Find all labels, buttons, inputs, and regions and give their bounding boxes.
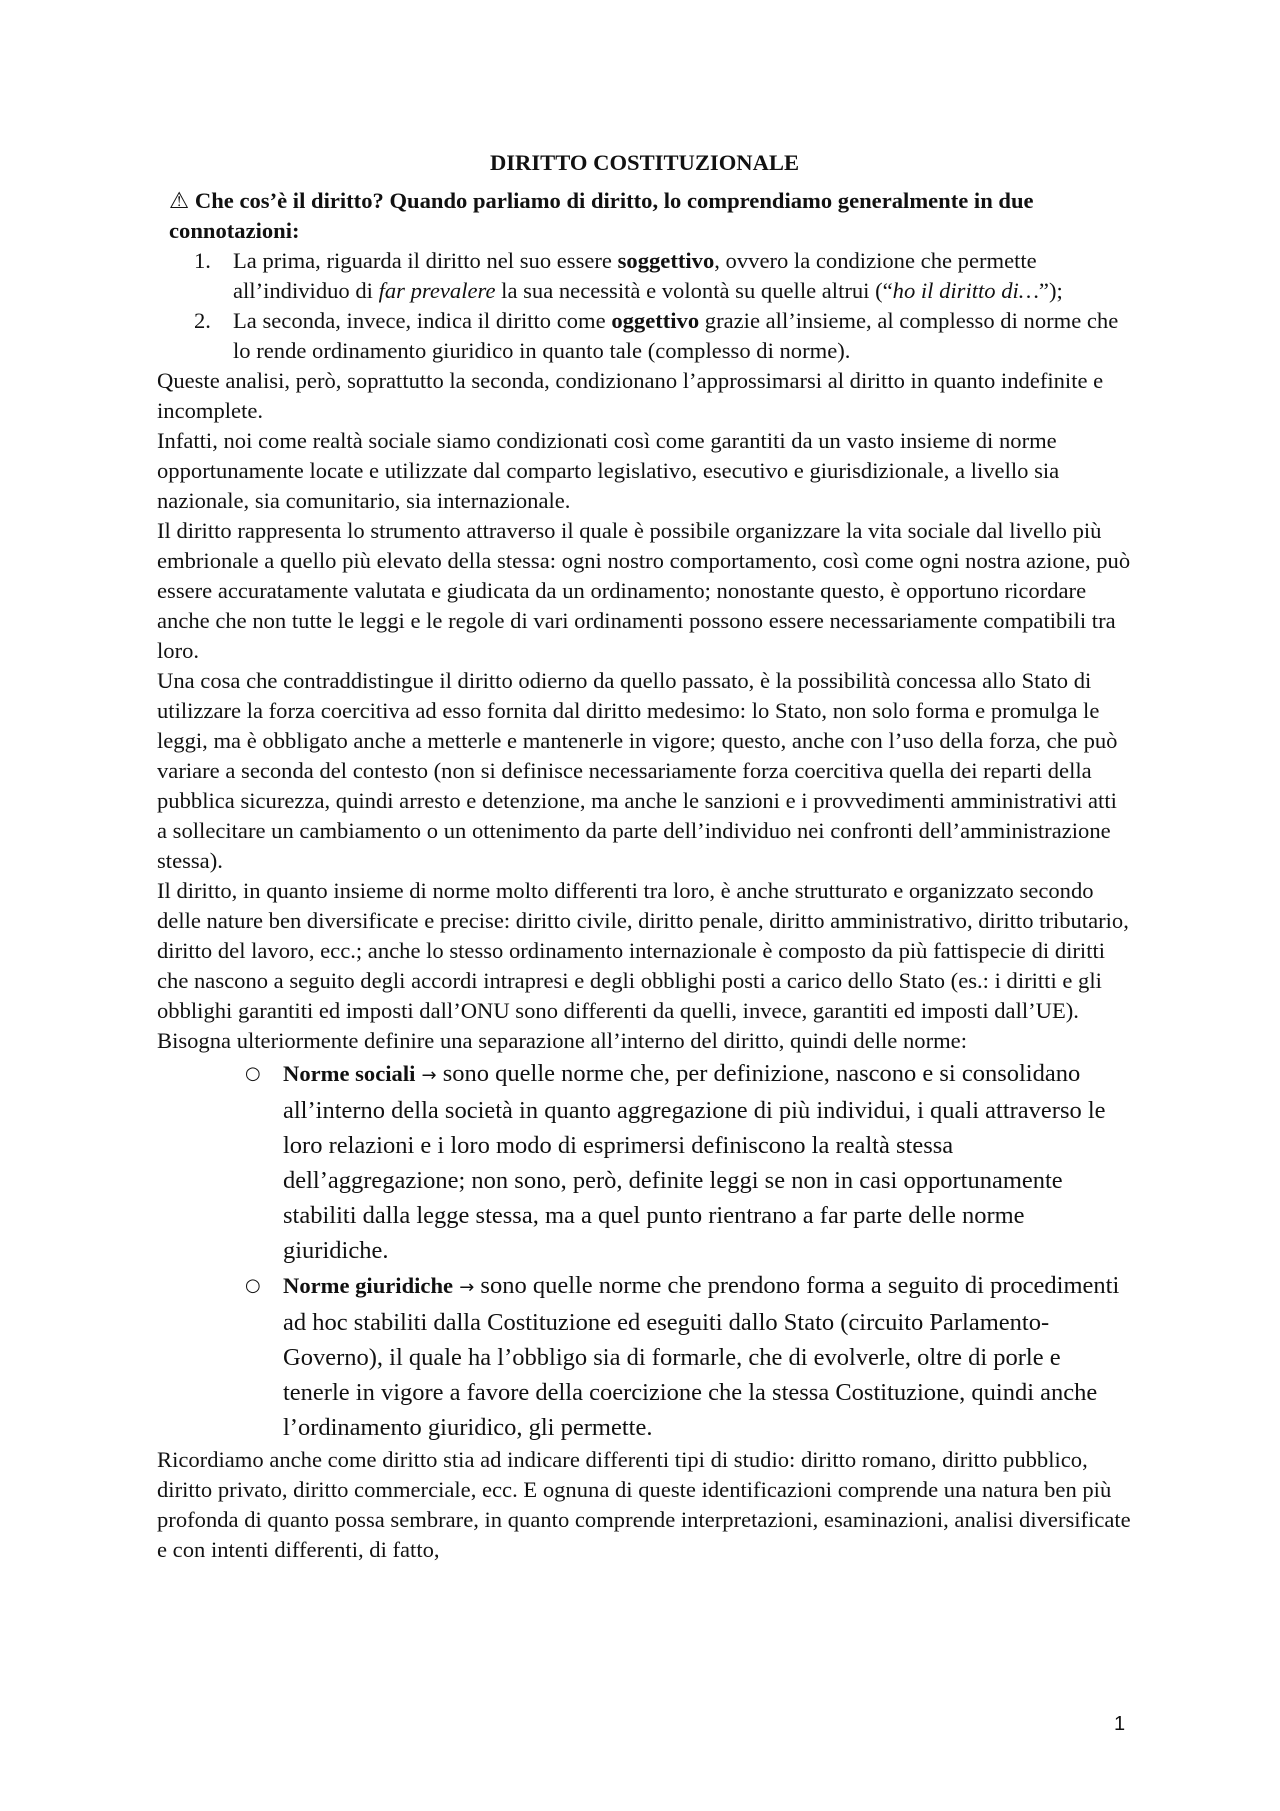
item-italic: ho il diritto di… [892,278,1039,303]
item-text: La seconda, invece, indica il diritto come [233,308,612,333]
bullet-item [157,1268,1132,1445]
question-heading [169,186,1132,246]
bullet-item [157,1056,1132,1268]
page-content [157,148,1132,1565]
paragraph: Ricordiamo anche come diritto stia ad indicare differenti tipi di studio: diritto romano, diritto pubblico, diritto privato, diritto commerciale, ecc. E ognuna di queste identificazioni comprende una natura ben più profonda di quanto possa sembrare, in quanto comprende interpretazioni, esaminazioni, analisi diversificate e con intenti differenti, di fatto, [157,1447,1131,1562]
item-number: 1. [194,248,211,273]
bullet-list [157,1056,1132,1445]
item-italic: far prevalere [378,278,496,303]
question-text: Che cos’è il diritto? Quando parliamo di diritto, lo comprendiamo generalmente in due connotazioni: [169,188,1034,243]
item-text: grazie all’insieme, al complesso di norme che lo rende ordinamento giuridico in quanto tale (complesso di norme). [233,308,1119,363]
item-text: ”); [1038,278,1063,303]
item-number: 2. [194,308,211,333]
bullet-text: sono quelle norme che, per definizione, nascono e si consolidano all’interno della società in quanto aggregazione di più individui, i quali attraverso le loro relazioni e i loro modo di esprimersi definiscono la realtà stessa dell’aggregazione; non sono, però, definite leggi se non in casi opportunamente stabiliti dalla legge stessa, ma a quel punto rientrano a far parte delle norme giuridiche. [283,1060,1106,1264]
item-text: , ovvero la condizione che permette all’individuo di [233,248,1037,303]
paragraph: Il diritto rappresenta lo strumento attraverso il quale è possibile organizzare la vita sociale dal livello più embrionale a quello più elevato della stessa: ogni nostro comportamento, così come ogni nostra azione, può essere accuratamente valutata e giudicata da un ordinamento; nonostante questo, è opportuno ricordare anche che non tutte le leggi e le regole di vari ordinamenti possono essere necessariamente compatibili tra loro. [157,518,1131,663]
bullet-term: Norme giuridiche [283,1273,454,1298]
item-bold: soggettivo [617,248,715,273]
item-bold: oggettivo [611,308,700,333]
paragraph: Infatti, noi come realtà sociale siamo condizionati così come garantiti da un vasto insieme di norme opportunamente locate e utilizzate dal comparto legislativo, esecutivo e giurisdizionale, a livello sia nazionale, sia comunitario, sia internazionale. [157,428,1060,513]
paragraph: Una cosa che contraddistingue il diritto odierno da quello passato, è la possibilità concessa allo Stato di utilizzare la forza coercitiva ad esso fornita dal diritto medesimo: lo Stato, non solo forma e promulga le leggi, ma è obbligato anche a metterle e mantenerle in vigore; questo, anche con l’uso della forza, che può variare a seconda del contesto (non si definisce necessariamente forza coercitiva quella dei reparti della pubblica sicurezza, quindi arresto e detenzione, ma anche le sanzioni e i provvedimenti amministrativi atti a sollecitare un cambiamento o un ottenimento da parte dell’individuo nei confronti dell’amministrazione stessa). [157,668,1118,873]
page-number: 1 [1114,1713,1126,1735]
circle-bullet-icon: ○ [245,1275,261,1296]
page-title: DIRITTO COSTITUZIONALE [489,150,800,175]
numbered-list [157,246,1132,366]
paragraph: Il diritto, in quanto insieme di norme molto differenti tra loro, è anche strutturato e organizzato secondo delle nature ben diversificate e precise: diritto civile, diritto penale, diritto amministrativo, diritto tributario, diritto del lavoro, ecc.; anche lo stesso ordinamento internazionale è composto da più fattispecie di diritti che nascono a seguito degli accordi intrapresi e degli obblighi posti a carico dello Stato (es.: i diritti e gli obblighi garantiti ed imposti dall’ONU sono differenti da quelli, invece, garantiti ed imposti dall’UE). [157,878,1129,1023]
right-arrow-icon: → [459,1277,475,1298]
paragraph: Bisogna ulteriormente definire una separazione all’interno del diritto, quindi delle norme: [157,1028,967,1053]
numbered-item [157,246,1132,306]
paragraph: Queste analisi, però, soprattutto la seconda, condizionano l’approssimarsi al diritto in quanto indefinite e incomplete. [157,368,1104,423]
item-text: la sua necessità e volontà su quelle altrui (“ [495,278,893,303]
numbered-item [157,306,1132,366]
warning-icon: ⚠ [169,188,190,213]
bullet-term: Norme sociali [283,1061,416,1086]
item-text: La prima, riguarda il diritto nel suo essere [233,248,618,273]
circle-bullet-icon: ○ [245,1063,261,1084]
right-arrow-icon: → [421,1065,437,1086]
bullet-text: sono quelle norme che prendono forma a seguito di procedimenti ad hoc stabiliti dalla Costituzione ed eseguiti dallo Stato (circuito Parlamento- Governo), il quale ha l’obbligo sia di formarle, che di evolverle, oltre di porle e tenerle in vigore a favore della coercizione che la stessa Costituzione, quindi anche l’ordinamento giuridico, gli permette. [283,1272,1120,1441]
